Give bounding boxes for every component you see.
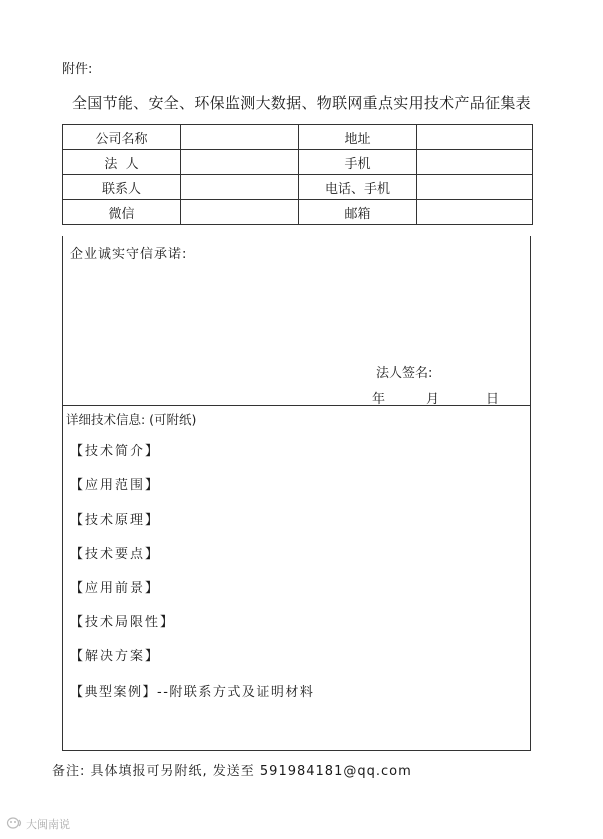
email-field[interactable] [417,200,533,225]
phone-field[interactable] [417,175,533,200]
item-tech-keypoints: 【技术要点】 [70,547,161,562]
info-row-wechat [63,200,533,225]
address-label: 地址 [299,125,417,150]
info-table [62,124,533,225]
attachment-label: 附件: [62,62,93,77]
company-name-label: 公司名称 [63,125,181,150]
watermark-logo-icon [6,816,24,830]
address-field[interactable] [417,125,533,150]
detail-label: 详细技术信息: (可附纸) [66,412,197,427]
item-solution: 【解决方案】 [70,649,161,664]
contact-field[interactable] [181,175,299,200]
promise-label: 企业诚实守信承诺: [70,247,188,262]
wechat-label: 微信 [63,200,181,225]
item-application-scope: 【应用范围】 [70,478,161,493]
date-year: 年 [372,392,386,407]
mobile-field[interactable] [417,150,533,175]
watermark-text: 大闽南说 [26,818,70,831]
info-row-contact [63,175,533,200]
legal-person-label: 法 人 [63,150,181,175]
info-row-legal [63,150,533,175]
company-name-field[interactable] [181,125,299,150]
item-application-prospect: 【应用前景】 [70,581,161,596]
section-divider [62,405,531,406]
form-title: 全国节能、安全、环保监测大数据、物联网重点实用技术产品征集表 [71,94,531,112]
info-row-company [63,125,533,150]
date-month: 月 [426,392,440,407]
phone-label: 电话、手机 [299,175,417,200]
email-label: 邮箱 [299,200,417,225]
mobile-label: 手机 [299,150,417,175]
item-tech-limitations: 【技术局限性】 [70,615,176,630]
legal-person-field[interactable] [181,150,299,175]
date-day: 日 [486,392,500,407]
item-tech-principle: 【技术原理】 [70,513,161,528]
wechat-field[interactable] [181,200,299,225]
footer-note: 备注: 具体填报可另附纸, 发送至 591984181@qq.com [52,764,412,779]
item-typical-cases: 【典型案例】--附联系方式及证明材料 [70,685,315,700]
contact-label: 联系人 [63,175,181,200]
item-tech-intro: 【技术简介】 [70,444,161,459]
form-body-box [62,236,531,751]
signature-label: 法人签名: [376,366,433,381]
